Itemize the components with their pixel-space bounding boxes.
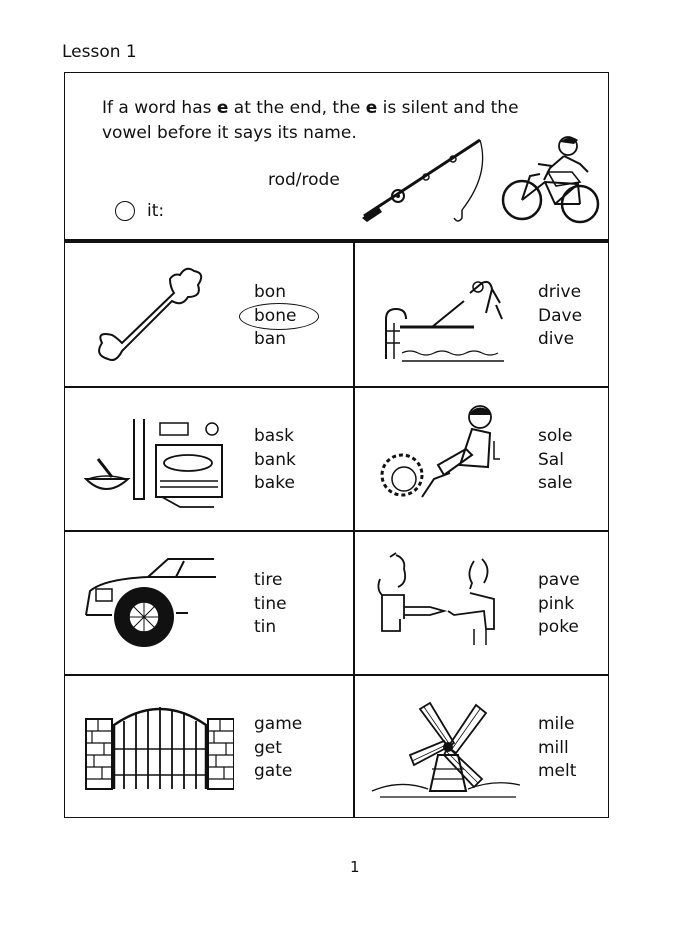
word-option[interactable]: melt	[538, 761, 577, 781]
cell-oven	[64, 387, 336, 530]
word-list	[538, 425, 572, 496]
word-list	[254, 713, 302, 784]
word-option[interactable]: tin	[254, 617, 277, 637]
word-option[interactable]: sole	[538, 426, 573, 446]
word-option[interactable]: mill	[538, 737, 569, 758]
word-option[interactable]: get	[254, 737, 282, 758]
poke-icon	[374, 549, 514, 659]
word-option[interactable]: bank	[254, 449, 296, 470]
cell-bone	[64, 243, 336, 386]
word-list	[254, 281, 296, 352]
word-option[interactable]: sale	[538, 473, 573, 493]
rule-text-part: is silent and the	[377, 98, 519, 118]
example-words: rod/rode	[268, 170, 340, 190]
windmill-icon	[370, 699, 520, 799]
car-tire-icon	[84, 551, 224, 651]
word-list	[254, 425, 296, 496]
word-option[interactable]: poke	[538, 617, 579, 637]
word-option[interactable]: gate	[254, 761, 293, 781]
word-option[interactable]: Dave	[538, 305, 583, 326]
diver-icon	[374, 269, 514, 369]
rule-bold-e: e	[365, 98, 378, 118]
instruction	[115, 201, 164, 221]
word-list	[538, 713, 576, 784]
word-option[interactable]: drive	[538, 282, 582, 302]
word-option[interactable]: bask	[254, 426, 294, 446]
fishing-rod-icon	[358, 134, 493, 224]
word-list	[538, 281, 582, 352]
word-option[interactable]: pave	[538, 570, 580, 590]
word-list	[254, 569, 287, 640]
word-option[interactable]: Sal	[538, 449, 564, 470]
oven-icon	[84, 415, 234, 515]
shoe-sale-icon	[378, 405, 518, 505]
word-option[interactable]: tire	[254, 570, 283, 590]
page-number: 1	[350, 858, 360, 876]
rule-text-line2: vowel before it says its name.	[102, 123, 357, 143]
word-option[interactable]: ban	[254, 329, 286, 349]
word-option[interactable]: game	[254, 714, 303, 734]
word-option[interactable]: bake	[254, 473, 295, 493]
cell-poke	[354, 531, 626, 674]
gate-icon	[84, 699, 234, 799]
circle-icon	[115, 201, 135, 221]
cell-car-tire	[64, 531, 336, 674]
cell-diver	[354, 243, 626, 386]
word-option[interactable]: tine	[254, 593, 287, 614]
rule-text-part: If a word has	[102, 98, 217, 118]
word-list	[538, 569, 580, 640]
bike-rider-icon	[500, 134, 602, 226]
instruction-label: it:	[147, 201, 165, 221]
word-picture-grid	[64, 243, 609, 818]
word-option-circled[interactable]: bone	[254, 305, 296, 329]
bone-icon	[84, 263, 214, 363]
rule-bold-e: e	[216, 98, 229, 118]
word-option[interactable]: mile	[538, 714, 575, 734]
word-option[interactable]: bon	[254, 282, 286, 302]
cell-shoe-sale	[354, 387, 626, 530]
word-option[interactable]: dive	[538, 329, 575, 349]
rule-text-part: at the end, the	[228, 98, 366, 118]
lesson-title: Lesson 1	[62, 42, 137, 62]
word-option[interactable]: pink	[538, 593, 575, 614]
cell-gate	[64, 675, 336, 818]
cell-windmill	[354, 675, 626, 818]
